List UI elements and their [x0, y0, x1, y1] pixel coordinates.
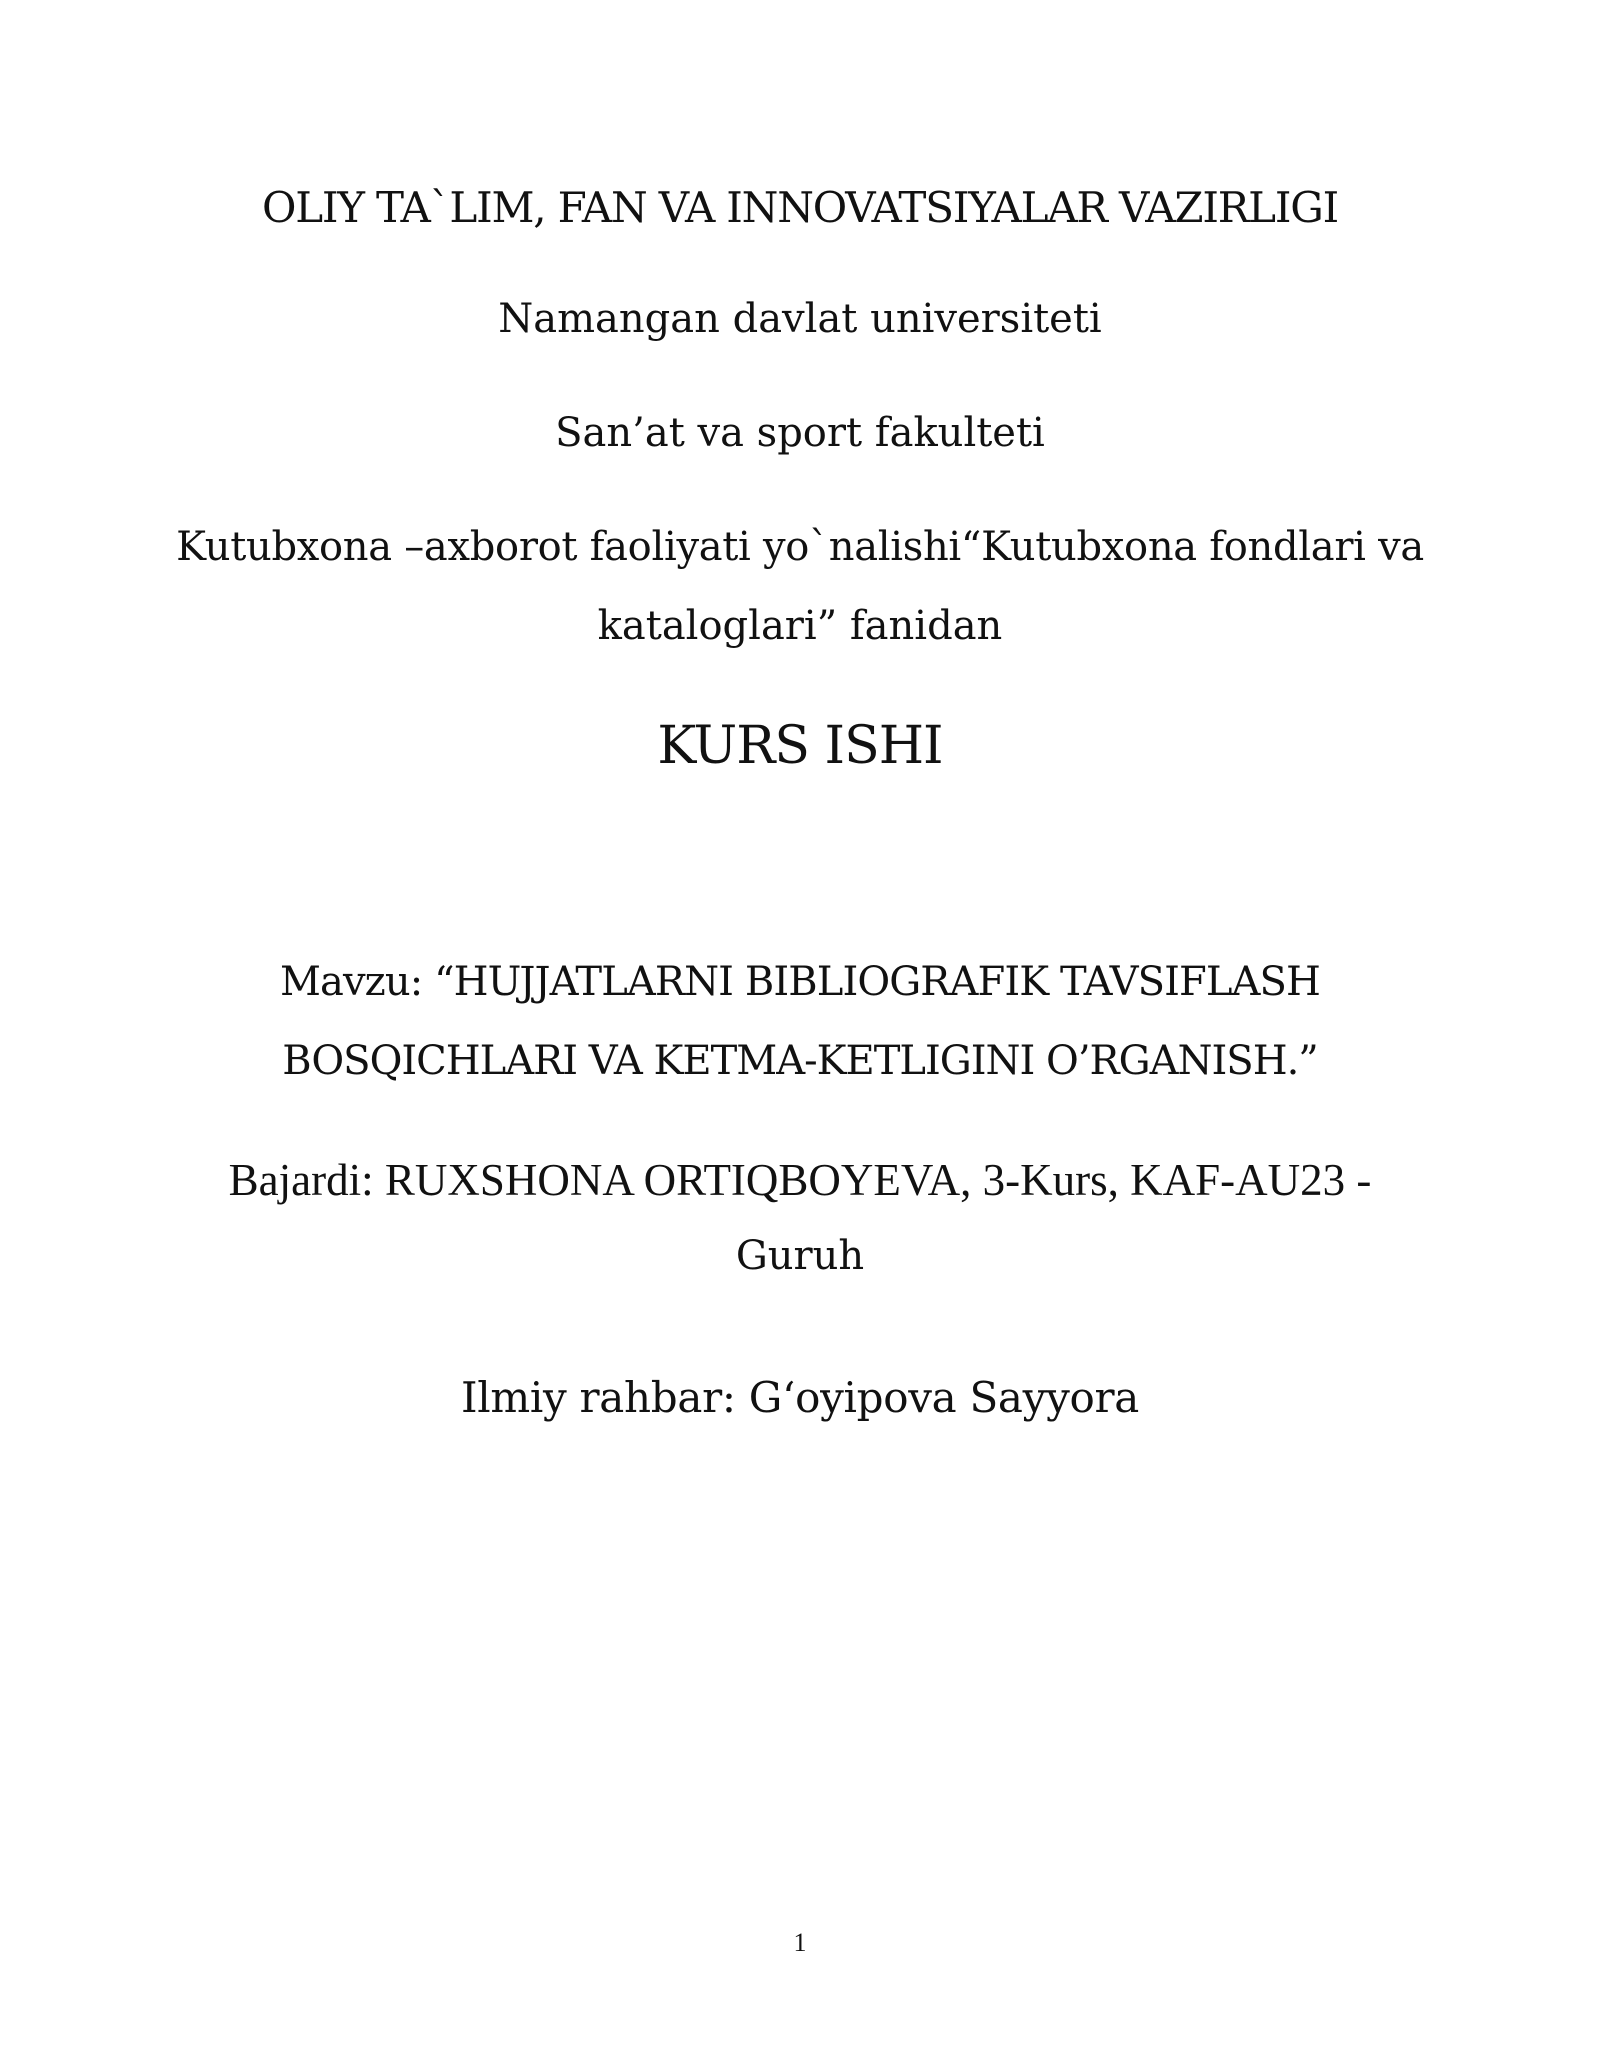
- author-line-1: Bajardi: RUXSHONA ORTIQBOYEVA, 3-Kurs, KAF-AU23 -: [228, 1155, 1372, 1205]
- university-name: Namangan davlat universiteti: [498, 296, 1102, 342]
- topic-line-2: BOSQICHLARI VA KETMA-KETLIGINI O’RGANISH.”: [282, 1038, 1318, 1084]
- direction-line-2: kataloglari” fanidan: [597, 603, 1003, 649]
- direction-line-1: Kutubxona –axborot faoliyati yo`nalishi“Kutubxona fondlari va: [176, 524, 1424, 570]
- page-number: 1: [793, 1928, 807, 1957]
- ministry-heading: OLIY TA`LIM, FAN VA INNOVATSIYALAR VAZIRLIGI: [261, 183, 1338, 232]
- topic-line-1: Mavzu: “HUJJATLARNI BIBLIOGRAFIK TAVSIFLASH: [279, 959, 1321, 1005]
- document-type-title: KURS ISHI: [657, 716, 943, 776]
- advisor-line: Ilmiy rahbar: G‘oyipova Sayyora: [460, 1373, 1140, 1422]
- author-line-2: Guruh: [735, 1233, 865, 1279]
- faculty-name: San’at va sport fakulteti: [555, 410, 1045, 456]
